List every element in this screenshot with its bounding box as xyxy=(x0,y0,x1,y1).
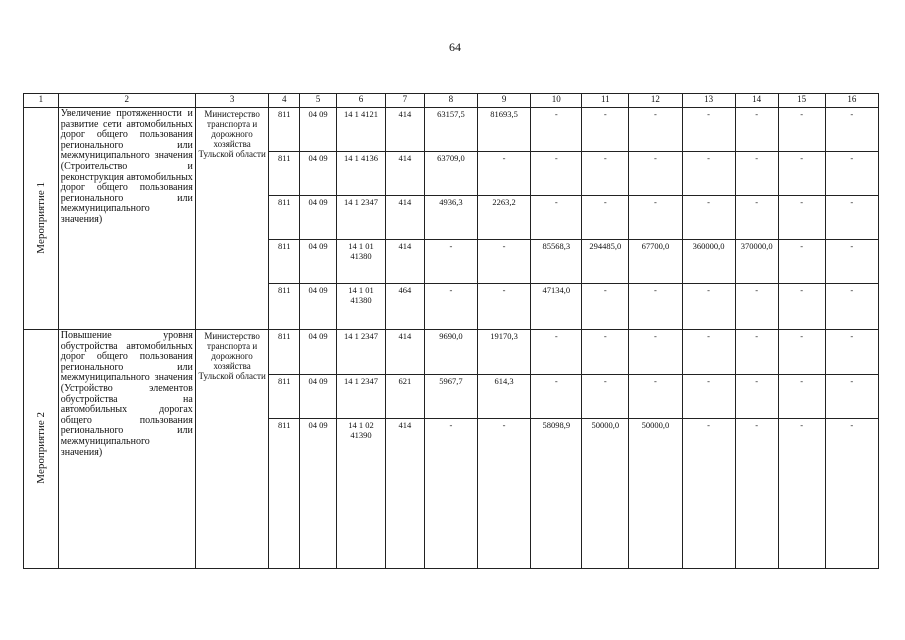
column-header: 7 xyxy=(385,94,424,108)
table-cell: 811 xyxy=(269,240,300,284)
table-cell: - xyxy=(478,152,531,196)
table-cell: - xyxy=(735,375,778,419)
table-cell: - xyxy=(531,108,582,152)
table-cell: - xyxy=(582,284,629,330)
page-number: 64 xyxy=(449,40,461,54)
budget-table xyxy=(23,93,879,569)
table-cell: - xyxy=(825,108,878,152)
table-cell: - xyxy=(629,284,682,330)
table-cell: 414 xyxy=(385,152,424,196)
table-cell: 811 xyxy=(269,284,300,330)
table-cell: - xyxy=(735,152,778,196)
table-cell: - xyxy=(582,330,629,375)
table-cell: 04 09 xyxy=(300,240,337,284)
event-description: Повышение уровня обустройства автомобильных дорог общего пользования регионального или межмуниципального значения (Устройство элементов обустройства на автомобильных дорогах общего пользования регионального или межмуниципального значения) xyxy=(58,330,195,569)
table-cell: 811 xyxy=(269,196,300,240)
event-label: Мероприятие 1 xyxy=(34,181,47,254)
event-label-cell xyxy=(24,330,59,569)
table-cell: 2263,2 xyxy=(478,196,531,240)
table-cell: 67700,0 xyxy=(629,240,682,284)
table-cell: - xyxy=(629,108,682,152)
table-cell: - xyxy=(778,240,825,284)
table-cell: - xyxy=(478,240,531,284)
column-header: 5 xyxy=(300,94,337,108)
table-cell: - xyxy=(682,108,735,152)
table-cell: 14 1 01 41380 xyxy=(336,240,385,284)
column-header: 3 xyxy=(195,94,269,108)
table-cell: - xyxy=(825,152,878,196)
table-cell: - xyxy=(682,196,735,240)
table-cell: 621 xyxy=(385,375,424,419)
table-cell: 85568,3 xyxy=(531,240,582,284)
table-cell: 58098,9 xyxy=(531,419,582,569)
table-row xyxy=(24,330,879,375)
table-cell: 4936,3 xyxy=(424,196,477,240)
table-cell: 04 09 xyxy=(300,196,337,240)
event-label: Мероприятие 2 xyxy=(34,412,47,484)
table-cell: 811 xyxy=(269,108,300,152)
table-cell: 5967,7 xyxy=(424,375,477,419)
table-cell: - xyxy=(682,152,735,196)
column-header: 2 xyxy=(58,94,195,108)
responsible-ministry: Министерство транспорта и дорожного хозяйства Тульской области xyxy=(195,330,269,569)
table-cell: - xyxy=(735,196,778,240)
table-cell: - xyxy=(682,284,735,330)
table-cell: - xyxy=(531,330,582,375)
table-cell: - xyxy=(825,375,878,419)
table-cell: - xyxy=(531,375,582,419)
table-cell: - xyxy=(778,419,825,569)
table-cell: - xyxy=(825,330,878,375)
column-header: 15 xyxy=(778,94,825,108)
header-row xyxy=(24,94,879,108)
table-cell: - xyxy=(629,375,682,419)
table-cell: 294485,0 xyxy=(582,240,629,284)
table-cell: 811 xyxy=(269,152,300,196)
table-cell: - xyxy=(735,284,778,330)
table-cell: - xyxy=(531,152,582,196)
table-cell: 47134,0 xyxy=(531,284,582,330)
table-cell: - xyxy=(478,419,531,569)
table-cell: - xyxy=(629,152,682,196)
table-cell: - xyxy=(825,196,878,240)
column-header: 1 xyxy=(24,94,59,108)
table-cell: - xyxy=(478,284,531,330)
table-cell: 81693,5 xyxy=(478,108,531,152)
table-cell: 14 1 01 41380 xyxy=(336,284,385,330)
table-cell: 811 xyxy=(269,330,300,375)
column-header: 8 xyxy=(424,94,477,108)
responsible-ministry: Министерство транспорта и дорожного хозяйства Тульской области xyxy=(195,108,269,330)
table-cell: - xyxy=(582,152,629,196)
event-label-cell xyxy=(24,108,59,330)
table-cell: 464 xyxy=(385,284,424,330)
table-cell: 414 xyxy=(385,196,424,240)
column-header: 9 xyxy=(478,94,531,108)
table-cell: 414 xyxy=(385,108,424,152)
table-cell: 19170,3 xyxy=(478,330,531,375)
table-cell: 414 xyxy=(385,419,424,569)
table-cell: 370000,0 xyxy=(735,240,778,284)
table-cell: - xyxy=(582,375,629,419)
table-cell: - xyxy=(582,196,629,240)
table-cell: - xyxy=(682,330,735,375)
table-cell: 63157,5 xyxy=(424,108,477,152)
table-cell: 14 1 02 41390 xyxy=(336,419,385,569)
table-cell: - xyxy=(682,419,735,569)
column-header: 16 xyxy=(825,94,878,108)
table-cell: 14 1 2347 xyxy=(336,196,385,240)
table-cell: - xyxy=(531,196,582,240)
table-cell: - xyxy=(682,375,735,419)
column-header: 14 xyxy=(735,94,778,108)
table-row xyxy=(24,108,879,152)
table-cell: - xyxy=(825,240,878,284)
table-cell: 14 1 4121 xyxy=(336,108,385,152)
column-header: 12 xyxy=(629,94,682,108)
column-header: 10 xyxy=(531,94,582,108)
table-cell: - xyxy=(778,375,825,419)
table-cell: - xyxy=(778,330,825,375)
table-cell: 614,3 xyxy=(478,375,531,419)
table-cell: 04 09 xyxy=(300,108,337,152)
table-cell: - xyxy=(735,108,778,152)
table-cell: - xyxy=(735,330,778,375)
table-cell: 811 xyxy=(269,375,300,419)
table-cell: - xyxy=(629,196,682,240)
table-cell: - xyxy=(582,108,629,152)
table-cell: - xyxy=(778,152,825,196)
table-cell: - xyxy=(825,284,878,330)
table-cell: 04 09 xyxy=(300,284,337,330)
table-cell: - xyxy=(629,330,682,375)
table-cell: 360000,0 xyxy=(682,240,735,284)
table-cell: 63709,0 xyxy=(424,152,477,196)
column-header: 4 xyxy=(269,94,300,108)
table-cell: 04 09 xyxy=(300,330,337,375)
table-cell: 14 1 4136 xyxy=(336,152,385,196)
table-cell: - xyxy=(424,419,477,569)
event-description: Увеличение протяженности и развитие сети автомобильных дорог общего пользования регионального или межмуниципального значения (Строительство и реконструкция автомобильных дорог общего пользования регионального или межмуниципального значения) xyxy=(58,108,195,330)
table-cell: 14 1 2347 xyxy=(336,375,385,419)
table-cell: - xyxy=(825,419,878,569)
table-cell: - xyxy=(424,284,477,330)
table-cell: 414 xyxy=(385,330,424,375)
column-header: 13 xyxy=(682,94,735,108)
table-cell: 04 09 xyxy=(300,419,337,569)
table-cell: - xyxy=(424,240,477,284)
column-header: 6 xyxy=(336,94,385,108)
table-cell: 50000,0 xyxy=(629,419,682,569)
table-cell: 811 xyxy=(269,419,300,569)
table-cell: 14 1 2347 xyxy=(336,330,385,375)
table-cell: 9690,0 xyxy=(424,330,477,375)
table-cell: - xyxy=(778,196,825,240)
column-header: 11 xyxy=(582,94,629,108)
table-cell: 50000,0 xyxy=(582,419,629,569)
table-cell: 04 09 xyxy=(300,375,337,419)
table-cell: 414 xyxy=(385,240,424,284)
table-cell: - xyxy=(735,419,778,569)
table-cell: 04 09 xyxy=(300,152,337,196)
table-cell: - xyxy=(778,108,825,152)
table-cell: - xyxy=(778,284,825,330)
